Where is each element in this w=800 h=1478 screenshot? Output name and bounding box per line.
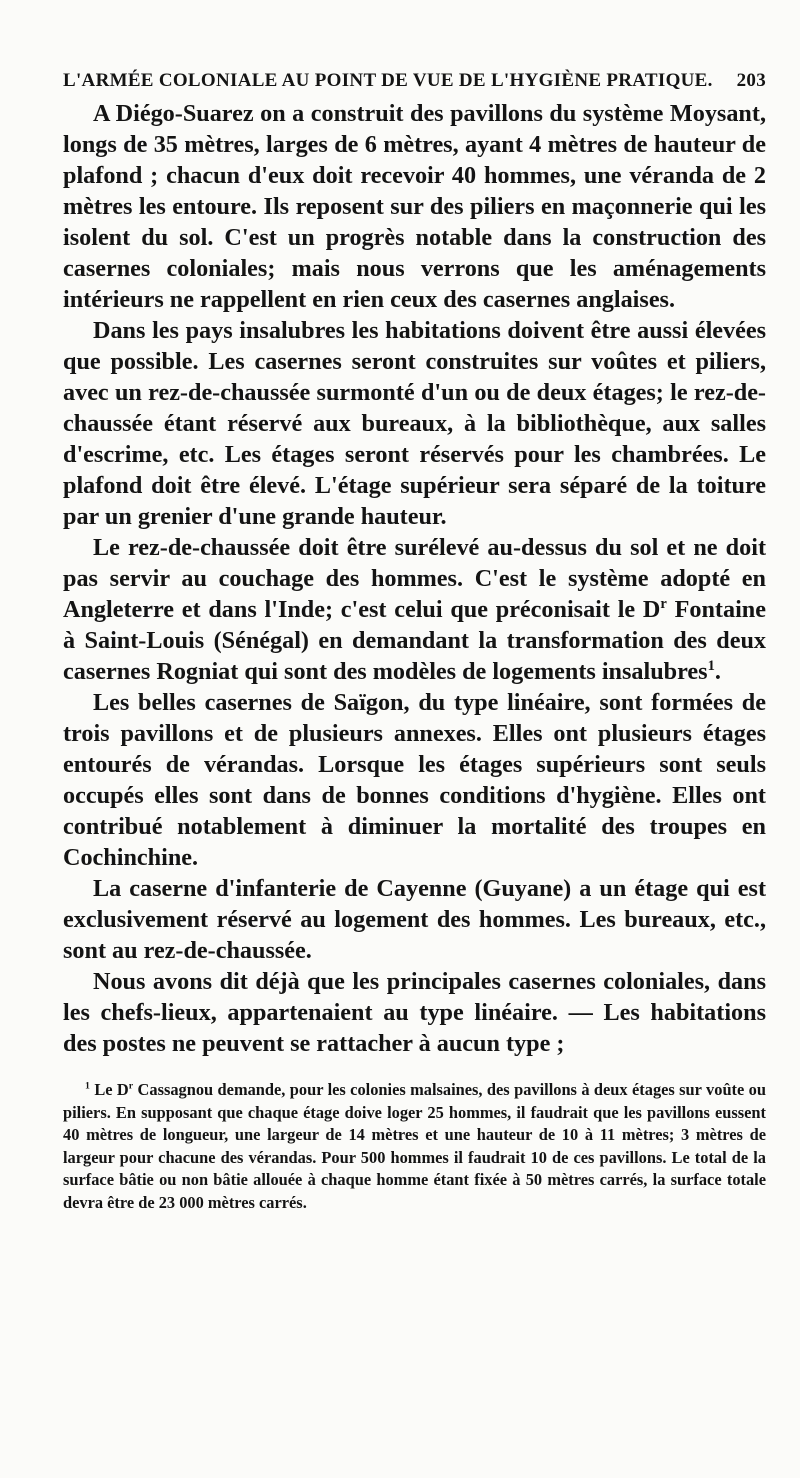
rez-de-chaussee-period: .	[714, 658, 721, 685]
page-number: 203	[736, 70, 766, 91]
running-title: L'ARMÉE COLONIALE AU POINT DE VUE DE L'HYGIÈNE PRATIQUE.	[63, 70, 713, 91]
footnote-reference: 1	[707, 657, 715, 674]
footnote-1	[63, 1079, 766, 1215]
footnote-marker: 1	[85, 1080, 90, 1092]
footnote-doctor-superscript: r	[128, 1080, 134, 1092]
paragraph-saigon: Les belles casernes de Saïgon, du type linéaire, sont formées de trois pavillons et de plusieurs annexes. Elles ont plusieurs étages entourés de vérandas. Lorsque les étages supérieurs sont seuls occupés elles sont dans de bonnes conditions d'hygiène. Elles ont contribué notablement à diminuer la mortalité des troupes en Cochinchine.	[63, 689, 766, 871]
footnotes	[63, 1079, 766, 1215]
paragraph-pays-insalubres: Dans les pays insalubres les habitations doivent être aussi élevées que possible. Les casernes seront construites sur voûtes et piliers, avec un rez-de-chaussée surmonté d'un ou de deux étages; le rez-de-chaussée étant réservé aux bureaux, à la bibliothèque, aux salles d'escrime, etc. Les étages seront réservés pour les chambrées. Le plafond doit être élevé. L'étage supérieur sera séparé de la toiture par un grenier d'une grande hauteur.	[63, 317, 766, 530]
running-header	[63, 70, 766, 92]
footnote-prefix: Le D	[94, 1080, 129, 1099]
rez-de-chaussee-text-start: Le rez-de-chaussée doit être surélevé au-dessus du sol et ne doit pas servir au couchage des hommes. C'est le système adopté en Angleterre et dans l'Inde; c'est celui que préconisait le D	[63, 534, 766, 623]
paragraph-cayenne: La caserne d'infanterie de Cayenne (Guyane) a un étage qui est exclusivement réservé au logement des hommes. Les bureaux, etc., sont au rez-de-chaussée.	[63, 875, 766, 964]
paragraph-type-lineaire: Nous avons dit déjà que les principales casernes coloniales, dans les chefs-lieux, appartenaient au type linéaire. — Les habitations des postes ne peuvent se rattacher à aucun type ;	[63, 968, 766, 1057]
paragraph-rez-de-chaussee	[63, 532, 766, 687]
rez-de-chaussee-text-end: Fontaine à Saint-Louis (Sénégal) en demandant la transformation des deux casernes Rogniat qui sont des modèles de logements insalubres	[63, 596, 766, 685]
paragraph-diego-suarez: A Diégo-Suarez on a construit des pavillons du système Moysant, longs de 35 mètres, larges de 6 mètres, ayant 4 mètres de hauteur de plafond ; chacun d'eux doit recevoir 40 hommes, une véranda de 2 mètres les entoure. Ils reposent sur des piliers en maçonnerie qui les isolent du sol. C'est un progrès notable dans la construction des casernes coloniales; mais nous verrons que les aménagements intérieurs ne rappellent en rien ceux des casernes anglaises.	[63, 100, 766, 313]
footnote-text: Cassagnou demande, pour les colonies malsaines, des pavillons à deux étages sur voûte ou piliers. En supposant que chaque étage doive loger 25 hommes, il faudrait que les pavillons eussent 40 mètres de longueur, une largeur de 14 mètres et une hauteur de 10 à 11 mètres; 3 mètres de largeur pour chacune des vérandas. Pour 500 hommes il faudrait 10 de ces pavillons. Le total de la surface bâtie ou non bâtie allouée à chaque homme étant fixée à 50 mètres carrés, la surface totale devra être de 23 000 mètres carrés.	[63, 1080, 766, 1212]
doctor-abbrev-superscript: r	[660, 595, 667, 612]
main-text	[63, 98, 766, 1059]
